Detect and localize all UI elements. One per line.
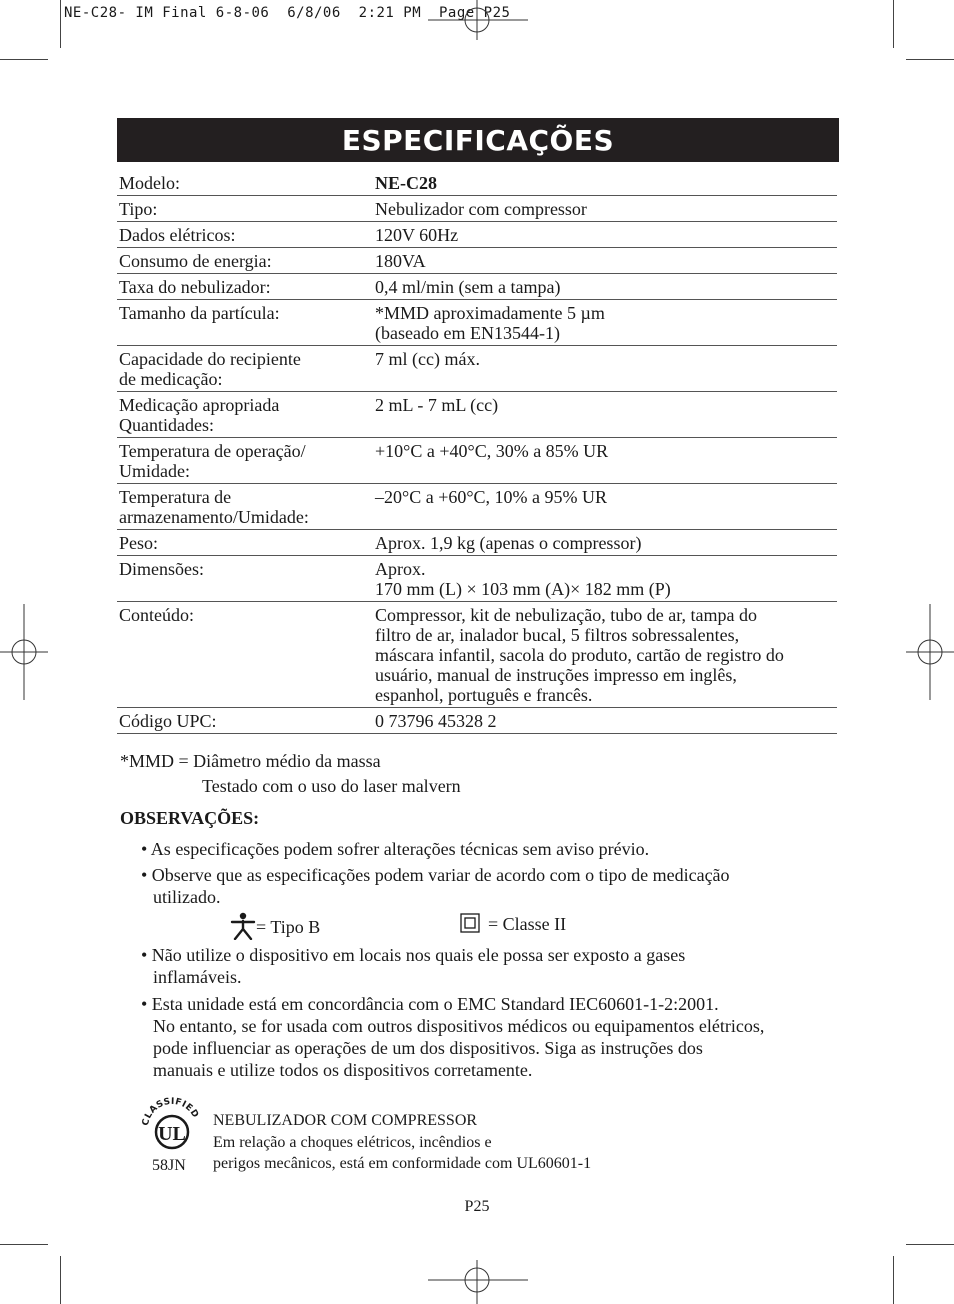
printer-slug: NE-C28- IM Final 6-8-06 6/8/06 2:21 PM Page P25 bbox=[64, 5, 511, 21]
spec-value: *MMD aproximadamente 5 µm (baseado em EN13544-1) bbox=[373, 300, 837, 346]
ul-logo-icon bbox=[138, 1094, 204, 1160]
spec-row bbox=[117, 602, 837, 708]
spec-row bbox=[117, 248, 837, 274]
ul-logo-text: UL bbox=[158, 1123, 186, 1145]
spec-row bbox=[117, 438, 837, 484]
mmd-note-line1: *MMD = Diâmetro médio da massa bbox=[120, 751, 381, 771]
spec-key: Tipo: bbox=[117, 196, 373, 222]
spec-value: 0,4 ml/min (sem a tampa) bbox=[373, 274, 837, 300]
spec-row bbox=[117, 170, 837, 196]
type-b-symbol-row bbox=[230, 912, 320, 940]
spec-value: 0 73796 45328 2 bbox=[373, 708, 837, 734]
spec-row bbox=[117, 484, 837, 530]
spec-value: Compressor, kit de nebulização, tubo de ar, tampa do filtro de ar, inalador bucal, 5 filtros sobressalentes, máscara infantil, sacola do produto, cartão de registro do usuário, manual de instruções impresso em inglês, espanhol, português e francês. bbox=[373, 602, 837, 708]
ul-line3: perigos mecânicos, está em conformidade com UL60601-1 bbox=[213, 1155, 592, 1172]
spec-row bbox=[117, 530, 837, 556]
observation-item bbox=[141, 838, 841, 860]
section-title bbox=[117, 118, 839, 162]
ul-line1: NEBULIZADOR COM COMPRESSOR bbox=[213, 1112, 478, 1129]
crop-mark bbox=[60, 1256, 61, 1304]
spec-value: Nebulizador com compressor bbox=[373, 196, 837, 222]
crop-mark bbox=[60, 0, 61, 48]
spec-key: Dimensões: bbox=[117, 556, 373, 602]
spec-row bbox=[117, 708, 837, 734]
spec-row bbox=[117, 222, 837, 248]
observation-text: • Observe que as especificações podem variar de acordo com o tipo de medicação utilizado. bbox=[141, 865, 730, 907]
spec-value: NE-C28 bbox=[373, 170, 837, 196]
registration-mark-top bbox=[428, 0, 528, 40]
spec-value: Aprox. 1,9 kg (apenas o compressor) bbox=[373, 530, 837, 556]
spec-key: Código UPC: bbox=[117, 708, 373, 734]
spec-value: –20°C a +60°C, 10% a 95% UR bbox=[373, 484, 837, 530]
type-b-label: = Tipo B bbox=[256, 917, 321, 937]
spec-row bbox=[117, 196, 837, 222]
spec-key: Capacidade do recipiente de medicação: bbox=[117, 346, 373, 392]
mmd-note bbox=[120, 749, 461, 799]
spec-row bbox=[117, 346, 837, 392]
crop-mark bbox=[893, 0, 894, 48]
spec-key: Temperatura de operação/ Umidade: bbox=[117, 438, 373, 484]
spec-row bbox=[117, 274, 837, 300]
spec-value: 180VA bbox=[373, 248, 837, 274]
spec-row bbox=[117, 300, 837, 346]
spec-value: 2 mL - 7 mL (cc) bbox=[373, 392, 837, 438]
spec-table bbox=[117, 170, 837, 734]
registration-mark-bottom bbox=[428, 1260, 528, 1304]
class-ii-label: = Classe II bbox=[488, 914, 567, 934]
page-number: P25 bbox=[464, 1198, 490, 1215]
ul-classified-mark bbox=[138, 1094, 204, 1174]
spec-key: Dados elétricos: bbox=[117, 222, 373, 248]
crop-mark bbox=[906, 1244, 954, 1245]
spec-row bbox=[117, 392, 837, 438]
mmd-note-line2: Testado com o uso do laser malvern bbox=[202, 776, 461, 796]
type-b-person-icon bbox=[230, 912, 256, 940]
spec-key: Medicação apropriada Quantidades: bbox=[117, 392, 373, 438]
spec-value: Aprox. 170 mm (L) × 103 mm (A)× 182 mm (P) bbox=[373, 556, 837, 602]
observation-text: • Não utilize o dispositivo em locais nos quais ele possa ser exposto a gases inflamáveis. bbox=[141, 945, 686, 987]
observation-item bbox=[141, 993, 841, 1081]
spec-key: Consumo de energia: bbox=[117, 248, 373, 274]
crop-mark bbox=[893, 1256, 894, 1304]
ul-file-code: 58JN bbox=[152, 1157, 186, 1174]
crop-mark bbox=[0, 59, 48, 60]
observation-text: • As especificações podem sofrer alterações técnicas sem aviso prévio. bbox=[141, 839, 650, 859]
ul-classified-text: CLASSIFIED bbox=[140, 1096, 201, 1127]
class-ii-double-square-icon bbox=[460, 913, 480, 933]
spec-key: Temperatura de armazenamento/Umidade: bbox=[117, 484, 373, 530]
observations-title: OBSERVAÇÕES: bbox=[120, 808, 260, 828]
spec-key: Peso: bbox=[117, 530, 373, 556]
spec-value: 120V 60Hz bbox=[373, 222, 837, 248]
crop-mark bbox=[906, 59, 954, 60]
observation-item bbox=[141, 864, 841, 908]
observation-item bbox=[141, 944, 841, 988]
crop-mark bbox=[0, 1244, 48, 1245]
section-title-text: ESPECIFICAÇÕES bbox=[341, 123, 615, 157]
spec-key: Taxa do nebulizador: bbox=[117, 274, 373, 300]
observation-text: • Esta unidade está em concordância com o EMC Standard IEC60601-1-2:2001. No entanto, se for usada com outros dispositivos médicos ou equipamentos elétricos, pode influenciar as operações de um dos dispositivos. Siga as instruções dos manuais e utilize todos os dispositivos corretamente. bbox=[141, 994, 765, 1080]
registration-mark-left bbox=[0, 604, 48, 700]
ul-line2: Em relação a choques elétricos, incêndios e bbox=[213, 1134, 492, 1151]
spec-value: +10°C a +40°C, 30% a 85% UR bbox=[373, 438, 837, 484]
class-ii-symbol-row bbox=[460, 912, 566, 936]
spec-row bbox=[117, 556, 837, 602]
spec-value: 7 ml (cc) máx. bbox=[373, 346, 837, 392]
spec-key: Tamanho da partícula: bbox=[117, 300, 373, 346]
spec-key: Modelo: bbox=[117, 170, 373, 196]
spec-key: Conteúdo: bbox=[117, 602, 373, 708]
registration-mark-right bbox=[906, 604, 954, 700]
